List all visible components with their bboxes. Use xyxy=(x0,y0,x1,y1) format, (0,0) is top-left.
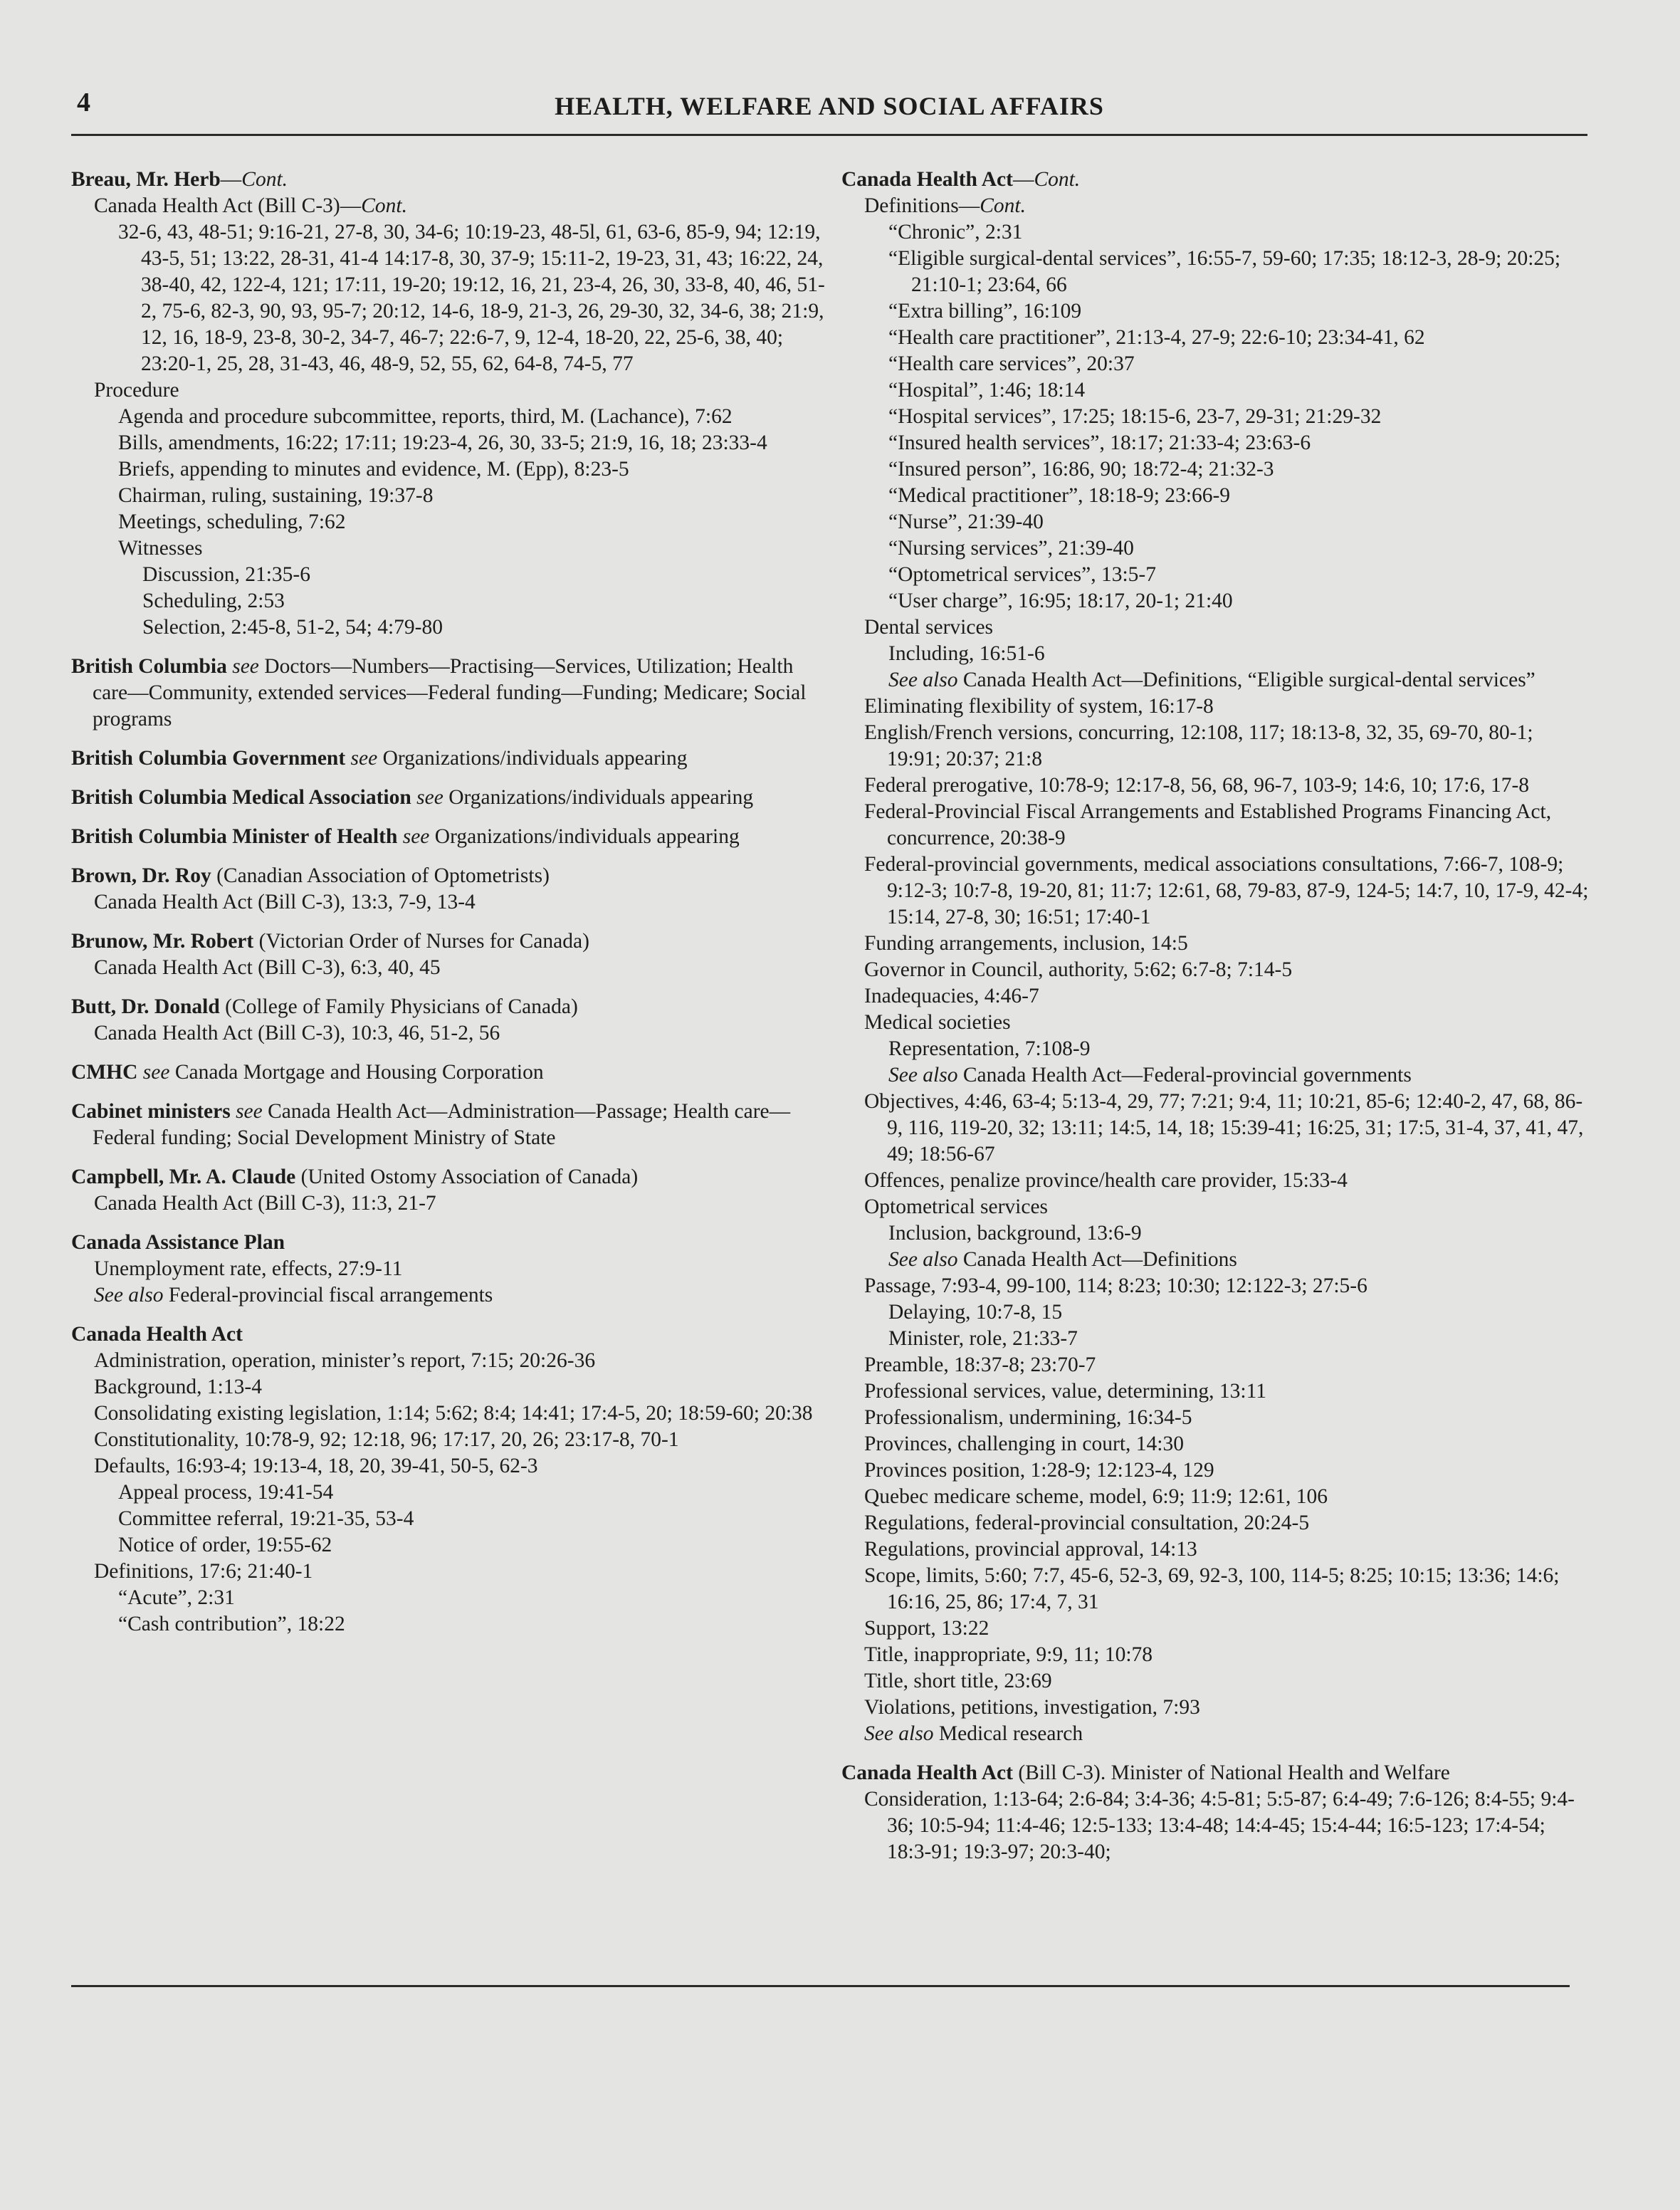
subentry-text: Federal prerogative, 10:78-9; 12:17-8, 56, 68, 96-7, 103-9; 14:6, 10; 17:6, 17-8 xyxy=(864,774,1530,797)
subentry xyxy=(71,1427,826,1453)
entry-heading xyxy=(71,1164,826,1190)
entry-qualifier: (Victorian Order of Nurses for Canada) xyxy=(253,930,589,953)
subentry-text: “Hospital services”, 17:25; 18:15-6, 23-7, 29-31; 21:29-32 xyxy=(888,405,1382,428)
subentry-text: Regulations, federal-provincial consultation, 20:24-5 xyxy=(864,1512,1310,1534)
subentry-text: Consideration, 1:13-64; 2:6-84; 3:4-36; 4:5-81; 5:5-87; 6:4-49; 7:6-126; 8:4-55; 9:4-36; 10:5-94; 11:4-46; 12:5-133; 13:4-48; 14:4-45; 15:4-44; 16:5-123; 17:4-54; 18:3-91; 19:3-97; 20:3-40; xyxy=(864,1788,1575,1863)
index-entry xyxy=(841,167,1589,1747)
subentry xyxy=(841,693,1589,720)
subentry-text: Governor in Council, authority, 5:62; 6:7-8; 7:14-5 xyxy=(864,958,1293,981)
subentry xyxy=(71,889,826,916)
subentry-text: “Insured person”, 16:86, 90; 18:72-4; 21:32-3 xyxy=(888,458,1274,481)
subentry-text: Canada Health Act (Bill C-3), 10:3, 46, 51-2, 56 xyxy=(94,1022,500,1044)
subentry xyxy=(841,1378,1589,1405)
subentry-text: Agenda and procedure subcommittee, reports, third, M. (Lachance), 7:62 xyxy=(118,405,733,428)
index-entry xyxy=(71,785,826,811)
subentry-text: “Extra billing”, 16:109 xyxy=(888,300,1082,323)
entry-term: Canada Assistance Plan xyxy=(71,1231,285,1254)
subentry xyxy=(841,456,1589,483)
entry-qualifier: (United Ostomy Association of Canada) xyxy=(295,1166,639,1188)
subentry xyxy=(71,404,826,430)
entry-term: Canada Health Act xyxy=(841,1761,1013,1784)
entry-qualifier: Organizations/individuals appearing xyxy=(377,747,688,770)
subentry-text: Inadequacies, 4:46-7 xyxy=(864,985,1039,1007)
running-title: HEALTH, WELFARE AND SOCIAL AFFAIRS xyxy=(555,92,1104,120)
subentry-text: Discussion, 21:35-6 xyxy=(142,563,310,586)
subentry xyxy=(841,1484,1589,1510)
index-entry xyxy=(71,167,826,641)
continued-marker: Cont. xyxy=(361,194,407,217)
subentry-text: Committee referral, 19:21-35, 53-4 xyxy=(118,1507,414,1530)
subentry-text: Medical research xyxy=(933,1722,1083,1745)
subentry-text: “Chronic”, 2:31 xyxy=(888,221,1023,243)
subentry-text: Meetings, scheduling, 7:62 xyxy=(118,510,346,533)
entry-term: Butt, Dr. Donald xyxy=(71,995,220,1018)
subentry xyxy=(841,1194,1589,1220)
subentry xyxy=(841,298,1589,325)
entry-heading xyxy=(71,167,826,193)
index-entry xyxy=(71,863,826,916)
index-entry xyxy=(841,1760,1589,1865)
continued-marker: Cont. xyxy=(1034,168,1081,191)
entry-term: Campbell, Mr. A. Claude xyxy=(71,1166,296,1188)
subentry xyxy=(841,246,1589,298)
subentry-text: Chairman, ruling, sustaining, 19:37-8 xyxy=(118,484,434,507)
subentry xyxy=(841,1089,1589,1168)
see-reference: see xyxy=(416,786,443,809)
continued-marker: Cont. xyxy=(241,168,288,191)
subentry xyxy=(841,931,1589,957)
subentry xyxy=(841,1615,1589,1642)
index-entry xyxy=(71,745,826,772)
subentry-text: Witnesses xyxy=(118,537,203,560)
subentry-text: Provinces position, 1:28-9; 12:123-4, 129 xyxy=(864,1459,1214,1482)
entry-heading xyxy=(71,654,826,733)
subentry xyxy=(71,1400,826,1427)
subentry xyxy=(841,219,1589,246)
subentry xyxy=(841,1786,1589,1865)
subentry xyxy=(71,1506,826,1532)
subentry-text: Regulations, provincial approval, 14:13 xyxy=(864,1538,1197,1561)
subentry-text: Canada Health Act (Bill C-3)— xyxy=(94,194,362,217)
subentry xyxy=(71,1190,826,1217)
subentry-text: English/French versions, concurring, 12:108, 117; 18:13-8, 32, 35, 69-70, 80-1; 19:91; 20:37; 21:8 xyxy=(864,721,1533,770)
subentry-text: Quebec medicare scheme, model, 6:9; 11:9; 12:61, 106 xyxy=(864,1485,1328,1508)
subentry-text: “Nurse”, 21:39-40 xyxy=(888,510,1044,533)
subentry xyxy=(71,562,826,588)
entry-heading xyxy=(71,1099,826,1151)
subentry xyxy=(841,404,1589,430)
entry-heading xyxy=(71,928,826,955)
entry-qualifier: Canada Health Act—Administration—Passage; Health care—Federal funding; Social Development Ministry of State xyxy=(93,1100,791,1149)
entry-heading xyxy=(841,1760,1589,1786)
subentry-text: Federal-provincial governments, medical associations consultations, 7:66-7, 108-9; 9:12-3; 10:7-8, 19-20, 81; 11:7; 12:61, 68, 79-83, 87-9, 124-5; 14:7, 10, 17-9, 42-4; 15:14, 27-8, 30; 16:51; 17:40-1 xyxy=(864,853,1589,928)
subentry-text: Including, 16:51-6 xyxy=(888,642,1045,665)
subentry xyxy=(71,1559,826,1585)
subentry-text: Notice of order, 19:55-62 xyxy=(118,1534,332,1556)
subentry xyxy=(841,1247,1589,1273)
subentry xyxy=(71,1282,826,1309)
subentry xyxy=(841,1062,1589,1089)
see-reference: see xyxy=(232,655,259,678)
entry-term: British Columbia Minister of Health xyxy=(71,825,398,848)
see-also-reference: See also xyxy=(888,669,958,691)
subentry-text: Inclusion, background, 13:6-9 xyxy=(888,1222,1142,1245)
subentry xyxy=(841,983,1589,1010)
subentry-text: Definitions— xyxy=(864,194,980,217)
subentry-text: “Optometrical services”, 13:5-7 xyxy=(888,563,1156,586)
subentry-text: Constitutionality, 10:78-9, 92; 12:18, 96; 17:17, 20, 26; 23:17-8, 70-1 xyxy=(94,1428,679,1451)
entry-qualifier: Organizations/individuals appearing xyxy=(429,825,740,848)
entry-qualifier: Canada Mortgage and Housing Corporation xyxy=(169,1061,544,1084)
subentry-text: Delaying, 10:7-8, 15 xyxy=(888,1301,1063,1324)
subentry-text: Medical societies xyxy=(864,1011,1011,1034)
subentry xyxy=(71,1256,826,1282)
index-column-left xyxy=(71,167,826,1650)
subentry xyxy=(841,430,1589,456)
subentry-text: Procedure xyxy=(94,379,179,402)
entry-qualifier: Doctors—Numbers—Practising—Services, Utilization; Health care—Community, extended services—Federal funding—Funding; Medicare; Social programs xyxy=(93,655,807,730)
continued-marker: Cont. xyxy=(980,194,1026,217)
subentry xyxy=(71,614,826,641)
subentry-text: Federal-provincial fiscal arrangements xyxy=(163,1284,493,1306)
see-reference: see xyxy=(402,825,430,848)
subentry-text: Provinces, challenging in court, 14:30 xyxy=(864,1433,1184,1455)
subentry-text: Unemployment rate, effects, 27:9-11 xyxy=(94,1257,403,1280)
subentry-text: Canada Health Act (Bill C-3), 11:3, 21-7 xyxy=(94,1192,436,1215)
subentry xyxy=(841,852,1589,931)
page-header xyxy=(71,87,1587,136)
subentry xyxy=(71,1532,826,1559)
subentry xyxy=(841,1326,1589,1352)
index-entry xyxy=(71,1230,826,1309)
subentry xyxy=(841,588,1589,614)
subentry xyxy=(841,509,1589,535)
subentry xyxy=(841,1220,1589,1247)
subentry xyxy=(841,1642,1589,1668)
subentry xyxy=(841,1352,1589,1378)
subentry xyxy=(841,1405,1589,1431)
see-also-reference: See also xyxy=(864,1722,934,1745)
subentry-text: Title, inappropriate, 9:9, 11; 10:78 xyxy=(864,1643,1153,1666)
subentry-text: Title, short title, 23:69 xyxy=(864,1670,1052,1692)
subentry-text: Defaults, 16:93-4; 19:13-4, 18, 20, 39-41, 50-5, 62-3 xyxy=(94,1455,538,1477)
subentry xyxy=(71,377,826,404)
subentry-text: Consolidating existing legislation, 1:14; 5:62; 8:4; 14:41; 17:4-5, 20; 18:59-60; 20:38 xyxy=(94,1402,813,1425)
subentry xyxy=(841,641,1589,667)
subentry-text: Minister, role, 21:33-7 xyxy=(888,1327,1078,1350)
subentry xyxy=(841,1010,1589,1036)
subentry xyxy=(841,720,1589,773)
index-entry xyxy=(71,1321,826,1638)
subentry-text: Support, 13:22 xyxy=(864,1617,989,1640)
page-number: 4 xyxy=(77,88,90,117)
subentry-text: Eliminating flexibility of system, 16:17-8 xyxy=(864,695,1214,718)
index-entry xyxy=(71,1099,826,1151)
entry-heading xyxy=(71,1230,826,1256)
bottom-rule xyxy=(71,1985,1570,1987)
subentry-text: Dental services xyxy=(864,616,994,639)
subentry-text: Canada Health Act—Definitions, “Eligible surgical-dental services” xyxy=(957,669,1535,691)
subentry-text: Canada Health Act (Bill C-3), 6:3, 40, 45 xyxy=(94,956,441,979)
subentry xyxy=(841,1536,1589,1563)
entry-qualifier: (Canadian Association of Optometrists) xyxy=(211,864,550,887)
see-also-reference: See also xyxy=(94,1284,164,1306)
subentry-text: Professional services, value, determining, 13:11 xyxy=(864,1380,1267,1403)
entry-term: British Columbia Government xyxy=(71,747,346,770)
subentry xyxy=(841,1563,1589,1615)
subentry-text: Canada Health Act—Federal-provincial governments xyxy=(957,1064,1412,1086)
see-also-reference: See also xyxy=(888,1064,958,1086)
see-reference: see xyxy=(142,1061,170,1084)
subentry xyxy=(841,1721,1589,1747)
subentry-text: Definitions, 17:6; 21:40-1 xyxy=(94,1560,313,1583)
subentry-text: Selection, 2:45-8, 51-2, 54; 4:79-80 xyxy=(142,616,443,639)
index-entry xyxy=(71,824,826,850)
subentry xyxy=(841,1168,1589,1194)
entry-heading xyxy=(71,1059,826,1086)
subentry-text: “Hospital”, 1:46; 18:14 xyxy=(888,379,1086,402)
subentry-text: Offences, penalize province/health care provider, 15:33-4 xyxy=(864,1169,1348,1192)
entry-term: British Columbia Medical Association xyxy=(71,786,411,809)
subentry xyxy=(71,219,826,377)
subentry xyxy=(71,1453,826,1480)
subentry xyxy=(71,193,826,219)
subentry-text: “Eligible surgical-dental services”, 16:55-7, 59-60; 17:35; 18:12-3, 28-9; 20:25; 21:10-1; 23:64, 66 xyxy=(888,247,1561,296)
entry-qualifier: — xyxy=(1012,168,1034,191)
subentry-text: “Cash contribution”, 18:22 xyxy=(118,1613,345,1635)
subentry-text: “User charge”, 16:95; 18:17, 20-1; 21:40 xyxy=(888,590,1233,612)
entry-qualifier: (Bill C-3). Minister of National Health and Welfare xyxy=(1012,1761,1450,1784)
subentry xyxy=(71,535,826,562)
index-entry xyxy=(71,928,826,981)
entry-heading xyxy=(71,994,826,1020)
subentry-text: Objectives, 4:46, 63-4; 5:13-4, 29, 77; 7:21; 9:4, 11; 10:21, 85-6; 12:40-2, 47, 68, 86-9, 116, 119-20, 32; 13:11; 14:5, 14, 18; 15:39-41; 16:25, 31; 17:5, 31-4, 37, 41, 47, 49; 18:56-67 xyxy=(864,1090,1584,1166)
subentry xyxy=(841,1431,1589,1457)
index-entry xyxy=(71,1059,826,1086)
subentry xyxy=(841,325,1589,351)
subentry-text: Canada Health Act (Bill C-3), 13:3, 7-9, 13-4 xyxy=(94,891,476,913)
entry-term: Brunow, Mr. Robert xyxy=(71,930,254,953)
subentry xyxy=(71,1348,826,1374)
subentry-text: Canada Health Act—Definitions xyxy=(957,1248,1237,1271)
subentry-text: “Medical practitioner”, 18:18-9; 23:66-9 xyxy=(888,484,1231,507)
see-also-reference: See also xyxy=(888,1248,958,1271)
subentry-text: Optometrical services xyxy=(864,1195,1049,1218)
subentry-text: “Health care services”, 20:37 xyxy=(888,352,1135,375)
subentry xyxy=(841,1695,1589,1721)
subentry xyxy=(71,483,826,509)
subentry-text: Violations, petitions, investigation, 7:93 xyxy=(864,1696,1200,1719)
subentry-text: Passage, 7:93-4, 99-100, 114; 8:23; 10:30; 12:122-3; 27:5-6 xyxy=(864,1274,1367,1297)
subentry xyxy=(841,535,1589,562)
entry-heading xyxy=(71,1321,826,1348)
subentry-text: Briefs, appending to minutes and evidence, M. (Epp), 8:23-5 xyxy=(118,458,629,481)
subentry xyxy=(841,351,1589,377)
subentry-text: Funding arrangements, inclusion, 14:5 xyxy=(864,932,1188,955)
subentry-text: “Health care practitioner”, 21:13-4, 27-9; 22:6-10; 23:34-41, 62 xyxy=(888,326,1425,349)
subentry xyxy=(841,667,1589,693)
subentry xyxy=(841,1510,1589,1536)
subentry xyxy=(71,588,826,614)
entry-term: Canada Health Act xyxy=(71,1323,243,1346)
subentry xyxy=(71,1480,826,1506)
subentry xyxy=(841,957,1589,983)
index-entry xyxy=(71,654,826,733)
subentry-text: Preamble, 18:37-8; 23:70-7 xyxy=(864,1353,1096,1376)
subentry xyxy=(841,193,1589,219)
entry-term: CMHC xyxy=(71,1061,138,1084)
subentry xyxy=(841,483,1589,509)
entry-heading xyxy=(71,785,826,811)
subentry xyxy=(71,456,826,483)
subentry xyxy=(71,1585,826,1611)
entry-term: British Columbia xyxy=(71,655,227,678)
subentry xyxy=(71,430,826,456)
entry-heading xyxy=(71,745,826,772)
entry-term: Canada Health Act xyxy=(841,168,1013,191)
subentry xyxy=(841,614,1589,641)
subentry xyxy=(841,1457,1589,1484)
subentry-text: “Nursing services”, 21:39-40 xyxy=(888,537,1134,560)
subentry-text: Scope, limits, 5:60; 7:7, 45-6, 52-3, 69, 92-3, 100, 114-5; 8:25; 10:15; 13:36; 14:6; 16:16, 25, 86; 17:4, 7, 31 xyxy=(864,1564,1560,1613)
entry-heading xyxy=(71,863,826,889)
subentry-text: Professionalism, undermining, 16:34-5 xyxy=(864,1406,1192,1429)
subentry xyxy=(841,377,1589,404)
subentry xyxy=(841,799,1589,852)
subentry-text: Scheduling, 2:53 xyxy=(142,590,285,612)
subentry xyxy=(71,509,826,535)
entry-qualifier: — xyxy=(220,168,242,191)
subentry-text: “Insured health services”, 18:17; 21:33-4; 23:63-6 xyxy=(888,431,1311,454)
subentry xyxy=(71,1374,826,1400)
subentry-text: Federal-Provincial Fiscal Arrangements and Established Programs Financing Act, concurrence, 20:38-9 xyxy=(864,800,1552,849)
entry-qualifier: Organizations/individuals appearing xyxy=(443,786,754,809)
entry-term: Brown, Dr. Roy xyxy=(71,864,211,887)
subentry-text: Background, 1:13-4 xyxy=(94,1376,262,1398)
see-reference: see xyxy=(236,1100,263,1123)
subentry-text: Administration, operation, minister’s report, 7:15; 20:26-36 xyxy=(94,1349,596,1372)
index-entry xyxy=(71,994,826,1047)
subentry xyxy=(841,1299,1589,1326)
subentry xyxy=(71,1611,826,1638)
entry-qualifier: (College of Family Physicians of Canada) xyxy=(219,995,578,1018)
entry-heading xyxy=(71,824,826,850)
subentry-text: Representation, 7:108-9 xyxy=(888,1037,1091,1060)
subentry xyxy=(841,773,1589,799)
index-entry xyxy=(71,1164,826,1217)
entry-term: Breau, Mr. Herb xyxy=(71,168,221,191)
index-column-right xyxy=(841,167,1589,1878)
subentry-text: 32-6, 43, 48-51; 9:16-21, 27-8, 30, 34-6; 10:19-23, 48-5l, 61, 63-6, 85-9, 94; 12:19, 43-5, 51; 13:22, 28-31, 41-4 14:17-8, 30, 37-9; 15:11-2, 19-23, 31, 43; 16:22, 24, 38-40, 42, 122-4, 121; 17:11, 19-20; 19:12, 16, 21, 23-4, 26, 30, 33-8, 40, 46, 51-2, 75-6, 82-3, 90, 93, 95-7; 20:12, 14-6, 18-9, 21-3, 26, 29-30, 32, 34-6, 38; 21:9, 12, 16, 18-9, 23-8, 30-2, 34-7, 46-7; 22:6-7, 9, 12-4, 18-20, 22, 25-6, 38, 40; 23:20-1, 25, 28, 31-43, 46, 48-9, 52, 55, 62, 64-8, 74-5, 77 xyxy=(118,221,825,375)
subentry xyxy=(71,1020,826,1047)
subentry xyxy=(841,1273,1589,1299)
subentry xyxy=(841,1668,1589,1695)
subentry xyxy=(841,562,1589,588)
subentry-text: Appeal process, 19:41-54 xyxy=(118,1481,334,1504)
subentry xyxy=(71,955,826,981)
see-reference: see xyxy=(350,747,378,770)
entry-heading xyxy=(841,167,1589,193)
subentry-text: Bills, amendments, 16:22; 17:11; 19:23-4, 26, 30, 33-5; 21:9, 16, 18; 23:33-4 xyxy=(118,431,767,454)
subentry-text: “Acute”, 2:31 xyxy=(118,1586,235,1609)
entry-term: Cabinet ministers xyxy=(71,1100,231,1123)
subentry xyxy=(841,1036,1589,1062)
